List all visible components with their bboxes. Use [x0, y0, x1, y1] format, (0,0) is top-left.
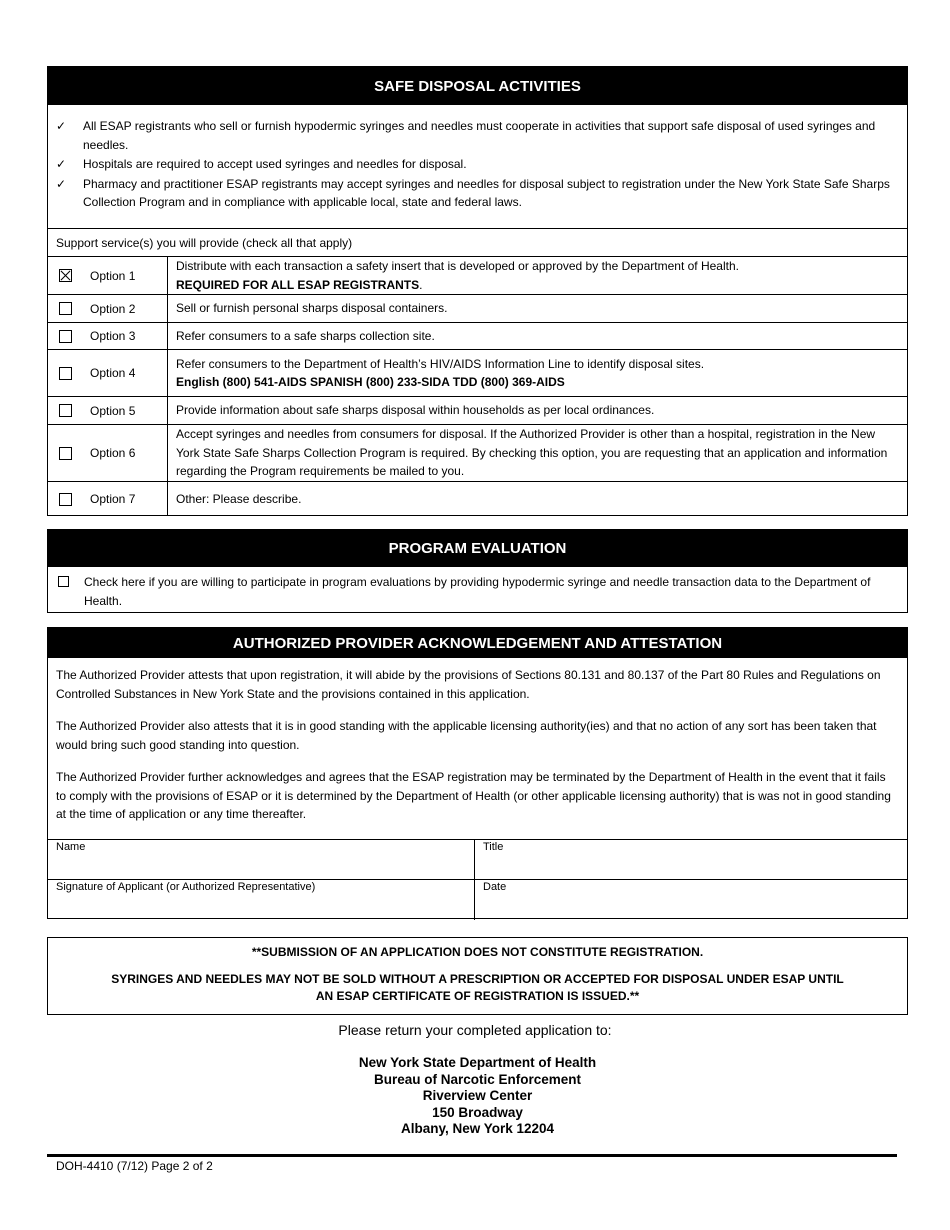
- option-row-5: [48, 396, 907, 424]
- address-line: Albany, New York 12204: [400, 1121, 555, 1136]
- name-title-row: [48, 839, 907, 879]
- address-line: Bureau of Narcotic Enforcement: [373, 1071, 582, 1087]
- option-checkbox-cell: [48, 397, 168, 424]
- safe-disposal-section: [47, 66, 908, 516]
- option-4-checkbox[interactable]: [59, 367, 72, 380]
- option-text: Distribute with each transaction a safety insert that is developed or approved by the Department of Health.: [176, 259, 739, 273]
- attestation-header: AUTHORIZED PROVIDER ACKNOWLEDGEMENT AND ATTESTATION: [48, 628, 907, 658]
- checkmark-icon: ✓: [56, 119, 67, 133]
- option-description: [168, 323, 907, 349]
- option-label: Option 6: [90, 446, 136, 460]
- address-line: New York State Department of Health: [358, 1055, 597, 1070]
- name-field[interactable]: [48, 840, 475, 879]
- option-description: [168, 482, 907, 516]
- name-field-label: Name: [56, 841, 86, 853]
- signature-field-label: Signature of Applicant (or Authorized Representative): [56, 881, 316, 893]
- program-evaluation-body: [48, 567, 907, 611]
- option-description: [168, 257, 907, 294]
- option-checkbox-cell: [48, 295, 168, 322]
- option-3-checkbox[interactable]: [59, 330, 72, 343]
- program-evaluation-text: Check here if you are willing to participate in program evaluations by providing hypodermic syringe and needle transaction data to the Department of Health.: [84, 575, 871, 608]
- address-line: Riverview Center: [422, 1088, 533, 1103]
- option-row-2: [48, 294, 907, 322]
- return-instruction: Please return your completed application to:: [338, 1022, 612, 1038]
- option-checkbox-cell: [48, 257, 168, 294]
- attestation-section: [47, 627, 908, 919]
- option-row-7: [48, 481, 907, 516]
- attestation-paragraph: The Authorized Provider also attests that it is in good standing with the applicable licensing authority(ies) and that no action of any sort has been taken that would bring such good standing into question.: [56, 719, 877, 752]
- option-row-6: [48, 424, 907, 481]
- option-text: Accept syringes and needles from consumers for disposal. If the Authorized Provider is other than a hospital, registration in the New York State Safe Sharps Collection Program is required. By checking this option, you are requesting that an application and information regarding the Program requirements be mailed to you.: [176, 427, 888, 479]
- signature-date-row: [48, 879, 907, 920]
- option-2-checkbox[interactable]: [59, 302, 72, 315]
- option-checkbox-cell: [48, 350, 168, 396]
- option-label: Option 5: [90, 403, 136, 418]
- bullet-text: Hospitals are required to accept used syringes and needles for disposal.: [83, 157, 467, 171]
- option-text: Other: Please describe.: [176, 491, 302, 506]
- program-evaluation-checkbox[interactable]: [58, 576, 69, 587]
- option-text: Refer consumers to a safe sharps collection site.: [176, 328, 435, 343]
- option-label: Option 4: [90, 366, 136, 380]
- checkmark-icon: ✓: [56, 157, 67, 171]
- program-evaluation-header: PROGRAM EVALUATION: [48, 530, 907, 567]
- title-field[interactable]: [475, 840, 907, 879]
- option-6-checkbox[interactable]: [59, 447, 72, 460]
- option-label: Option 1: [90, 268, 136, 283]
- option-7-checkbox[interactable]: [59, 493, 72, 506]
- option-label: Option 2: [90, 301, 136, 316]
- option-row-1: [48, 256, 907, 294]
- safe-disposal-header: SAFE DISPOSAL ACTIVITIES: [48, 67, 907, 105]
- signature-field[interactable]: [48, 880, 475, 920]
- notice-line-3: AN ESAP CERTIFICATE OF REGISTRATION IS ISSUED.**: [315, 989, 640, 1003]
- option-description: [168, 350, 907, 396]
- option-row-4: [48, 349, 907, 396]
- option-description: [168, 397, 907, 424]
- checkmark-icon: ✓: [56, 176, 67, 191]
- submission-notice: [47, 937, 908, 1015]
- option-checkbox-cell: [48, 482, 168, 516]
- attestation-paragraph: The Authorized Provider further acknowledges and agrees that the ESAP registration may be terminated by the Department of Health in the event that it fails to comply with the provisions of ESAP or it is determined by the Department of Health (or other applicable licensing authority) that is was not in good standing at the time of application or any time thereafter.: [56, 770, 891, 821]
- option-required-tail: .: [419, 277, 423, 292]
- option-1-checkbox[interactable]: [59, 269, 72, 282]
- bullet-text: Pharmacy and practitioner ESAP registrants may accept syringes and needles for disposal subject to registration under the New York State Safe Sharps Collection Program and in compliance with applicable local, state and federal laws.: [83, 176, 890, 209]
- option-label: Option 7: [90, 492, 136, 506]
- option-checkbox-cell: [48, 323, 168, 349]
- date-field[interactable]: [475, 880, 907, 920]
- bullet-item: [56, 175, 897, 212]
- form-footer: DOH-4410 (7/12) Page 2 of 2: [56, 1159, 213, 1173]
- option-text: Sell or furnish personal sharps disposal containers.: [176, 301, 448, 316]
- option-description: [168, 295, 907, 322]
- mailing-address: [0, 1055, 950, 1138]
- bullet-text: All ESAP registrants who sell or furnish hypodermic syringes and needles must cooperate in activities that support safe disposal of used syringes and needles.: [83, 119, 876, 152]
- attestation-paragraph: The Authorized Provider attests that upon registration, it will abide by the provisions of Sections 80.131 and 80.137 of the Part 80 Rules and Regulations on Controlled Substances in New York State and the provisions contained in this application.: [56, 668, 881, 701]
- option-phone-numbers: English (800) 541-AIDS SPANISH (800) 233-SIDA TDD (800) 369-AIDS: [176, 375, 565, 389]
- option-text: Provide information about safe sharps disposal within households as per local ordinances.: [176, 403, 655, 418]
- footer-divider: [47, 1154, 897, 1157]
- attestation-body: [48, 658, 907, 839]
- notice-line-1: **SUBMISSION OF AN APPLICATION DOES NOT CONSTITUTE REGISTRATION.: [251, 945, 704, 959]
- date-field-label: Date: [483, 881, 507, 893]
- option-required-note: REQUIRED FOR ALL ESAP REGISTRANTS: [176, 277, 420, 292]
- option-description: [168, 425, 907, 481]
- option-checkbox-cell: [48, 425, 168, 481]
- safe-disposal-bullets: [48, 105, 907, 228]
- notice-line-2: SYRINGES AND NEEDLES MAY NOT BE SOLD WITHOUT A PRESCRIPTION OR ACCEPTED FOR DISPOSAL UNDER ESAP UNTIL: [111, 972, 844, 986]
- option-label: Option 3: [90, 329, 136, 343]
- bullet-item: [56, 155, 897, 174]
- title-field-label: Title: [483, 841, 504, 853]
- program-evaluation-section: [47, 529, 908, 613]
- option-text: Refer consumers to the Department of Health’s HIV/AIDS Information Line to identify disposal sites.: [176, 356, 705, 371]
- bullet-item: [56, 117, 897, 154]
- address-line: 150 Broadway: [432, 1104, 523, 1120]
- option-row-3: [48, 322, 907, 349]
- option-5-checkbox[interactable]: [59, 404, 72, 417]
- support-services-label: Support service(s) you will provide (check all that apply): [48, 228, 907, 256]
